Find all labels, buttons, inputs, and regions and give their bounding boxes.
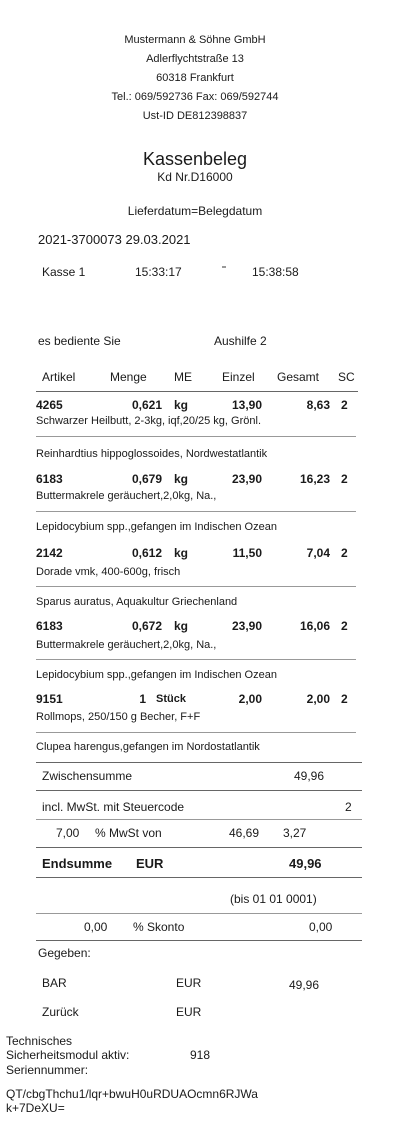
item-description: Dorade vmk, 400-600g, frisch bbox=[36, 566, 181, 578]
item-total: 16,23 bbox=[299, 472, 330, 486]
item-total: 7,04 bbox=[306, 546, 330, 560]
end-total-currency: EUR bbox=[136, 856, 164, 871]
item-sc: 2 bbox=[341, 619, 348, 633]
item-unit: kg bbox=[174, 619, 189, 633]
item-qty: 1 bbox=[139, 692, 146, 706]
subtotal-divider-top bbox=[36, 762, 362, 763]
item-origin: Reinhardtius hippoglossoides, Nordwestatlantik bbox=[36, 448, 268, 460]
item-divider bbox=[36, 511, 356, 512]
change-currency: EUR bbox=[176, 1005, 202, 1019]
delivery-note: Lieferdatum=Belegdatum bbox=[127, 204, 263, 218]
vat-amount: 3,27 bbox=[283, 826, 307, 840]
col-artikel: Artikel bbox=[42, 370, 76, 384]
time-end: 15:38:58 bbox=[252, 265, 299, 279]
discount-percent: 0,00 bbox=[84, 920, 108, 934]
served-by-label: es bediente Sie bbox=[38, 334, 121, 348]
end-total-label: Endsumme bbox=[42, 856, 113, 871]
register: Kasse 1 bbox=[42, 265, 86, 279]
valid-until: (bis 01 01 0001) bbox=[230, 892, 317, 906]
vat-label: incl. MwSt. mit Steuercode bbox=[42, 800, 185, 814]
company-city: 60318 Frankfurt bbox=[156, 72, 234, 84]
item-price: 23,90 bbox=[231, 619, 262, 633]
payment-currency: EUR bbox=[176, 976, 202, 990]
item-total: 2,00 bbox=[306, 692, 330, 706]
item-sc: 2 bbox=[341, 398, 348, 412]
item-code: 6183 bbox=[36, 472, 63, 486]
subtotal-label: Zwischensumme bbox=[42, 769, 133, 783]
item-unit: kg bbox=[174, 472, 189, 486]
item-divider bbox=[36, 436, 356, 437]
item-origin: Lepidocybium spp.,gefangen im Indischen Ozean bbox=[36, 521, 277, 533]
col-menge: Menge bbox=[110, 370, 147, 384]
time-start: 15:33:17 bbox=[135, 265, 182, 279]
company-phone-fax: Tel.: 069/592736 Fax: 069/592744 bbox=[111, 91, 279, 103]
item-price: 13,90 bbox=[231, 398, 262, 412]
end-total-value: 49,96 bbox=[289, 856, 322, 871]
item-total: 8,63 bbox=[306, 398, 330, 412]
item-unit: kg bbox=[174, 546, 189, 560]
col-sc: SC bbox=[338, 370, 355, 384]
tse-serial-line1: QT/cbgThchu1/lqr+bwuH0uRDUAOcmn6RJWa bbox=[6, 1087, 258, 1101]
subtotal-divider-bottom bbox=[36, 790, 362, 791]
item-description: Rollmops, 250/150 g Becher, F+F bbox=[36, 711, 201, 723]
item-divider bbox=[36, 586, 356, 587]
item-code: 9151 bbox=[36, 692, 63, 706]
item-unit: Stück bbox=[156, 693, 186, 705]
item-total: 16,06 bbox=[299, 619, 330, 633]
item-code: 2142 bbox=[36, 546, 63, 560]
item-code: 4265 bbox=[36, 398, 63, 412]
vat-of-label: % MwSt von bbox=[95, 826, 162, 840]
item-price: 23,90 bbox=[231, 472, 262, 486]
tse-serial-line2: k+7DeXU= bbox=[6, 1101, 65, 1115]
total-divider-bottom bbox=[36, 877, 362, 878]
item-price: 11,50 bbox=[232, 546, 262, 560]
item-description: Buttermakrele geräuchert,2,0kg, Na., bbox=[36, 490, 217, 502]
payment-amount: 49,96 bbox=[289, 978, 320, 992]
item-description: Buttermakrele geräuchert,2,0kg, Na., bbox=[36, 639, 217, 651]
item-qty: 0,621 bbox=[131, 398, 162, 412]
item-sc: 2 bbox=[341, 692, 348, 706]
header-divider bbox=[36, 391, 358, 392]
tse-line1: Technisches bbox=[6, 1034, 73, 1048]
tse-module-value: 918 bbox=[190, 1048, 211, 1062]
company-street: Adlerflychtstraße 13 bbox=[146, 53, 244, 65]
item-qty: 0,672 bbox=[131, 619, 162, 633]
company-vat-id: Ust-ID DE812398837 bbox=[142, 110, 248, 122]
col-gesamt: Gesamt bbox=[277, 370, 320, 384]
given-label: Gegeben: bbox=[38, 946, 91, 960]
item-origin: Lepidocybium spp.,gefangen im Indischen Ozean bbox=[36, 669, 277, 681]
discount-amount: 0,00 bbox=[309, 920, 333, 934]
separator-mark bbox=[222, 266, 226, 268]
customer-number: Kd Nr.D16000 bbox=[157, 170, 233, 184]
receipt-title: Kassenbeleg bbox=[142, 149, 248, 169]
item-sc: 2 bbox=[341, 546, 348, 560]
item-qty: 0,679 bbox=[131, 472, 162, 486]
tse-module-label: Sicherheitsmodul aktiv: bbox=[6, 1048, 130, 1062]
company-name: Mustermann & Söhne GmbH bbox=[124, 34, 266, 46]
skonto-divider bbox=[36, 913, 362, 914]
item-divider bbox=[36, 659, 356, 660]
item-divider bbox=[36, 732, 356, 733]
payment-method: BAR bbox=[42, 976, 67, 990]
vat-divider bbox=[36, 819, 362, 820]
payment-divider bbox=[36, 940, 362, 941]
vat-code: 2 bbox=[345, 800, 352, 814]
tse-serial-label: Seriennummer: bbox=[6, 1063, 89, 1077]
change-label: Zurück bbox=[42, 1005, 79, 1019]
item-origin: Clupea harengus,gefangen im Nordostatlantik bbox=[36, 741, 260, 753]
item-origin: Sparus auratus, Aquakultur Griechenland bbox=[36, 596, 238, 608]
document-number-date: 2021-3700073 29.03.2021 bbox=[38, 232, 191, 247]
item-price: 2,00 bbox=[238, 692, 262, 706]
vat-base: 46,69 bbox=[229, 826, 260, 840]
total-divider-top bbox=[36, 847, 362, 848]
item-code: 6183 bbox=[36, 619, 63, 633]
item-unit: kg bbox=[174, 398, 189, 412]
col-me: ME bbox=[174, 370, 192, 384]
discount-label: % Skonto bbox=[133, 920, 185, 934]
served-by: Aushilfe 2 bbox=[214, 334, 267, 348]
subtotal-value: 49,96 bbox=[294, 769, 325, 783]
vat-rate: 7,00 bbox=[56, 826, 80, 840]
item-description: Schwarzer Heilbutt, 2-3kg, iqf,20/25 kg, Grönl. bbox=[36, 415, 261, 427]
item-sc: 2 bbox=[341, 472, 348, 486]
item-qty: 0,612 bbox=[131, 546, 162, 560]
col-einzel: Einzel bbox=[222, 370, 255, 384]
